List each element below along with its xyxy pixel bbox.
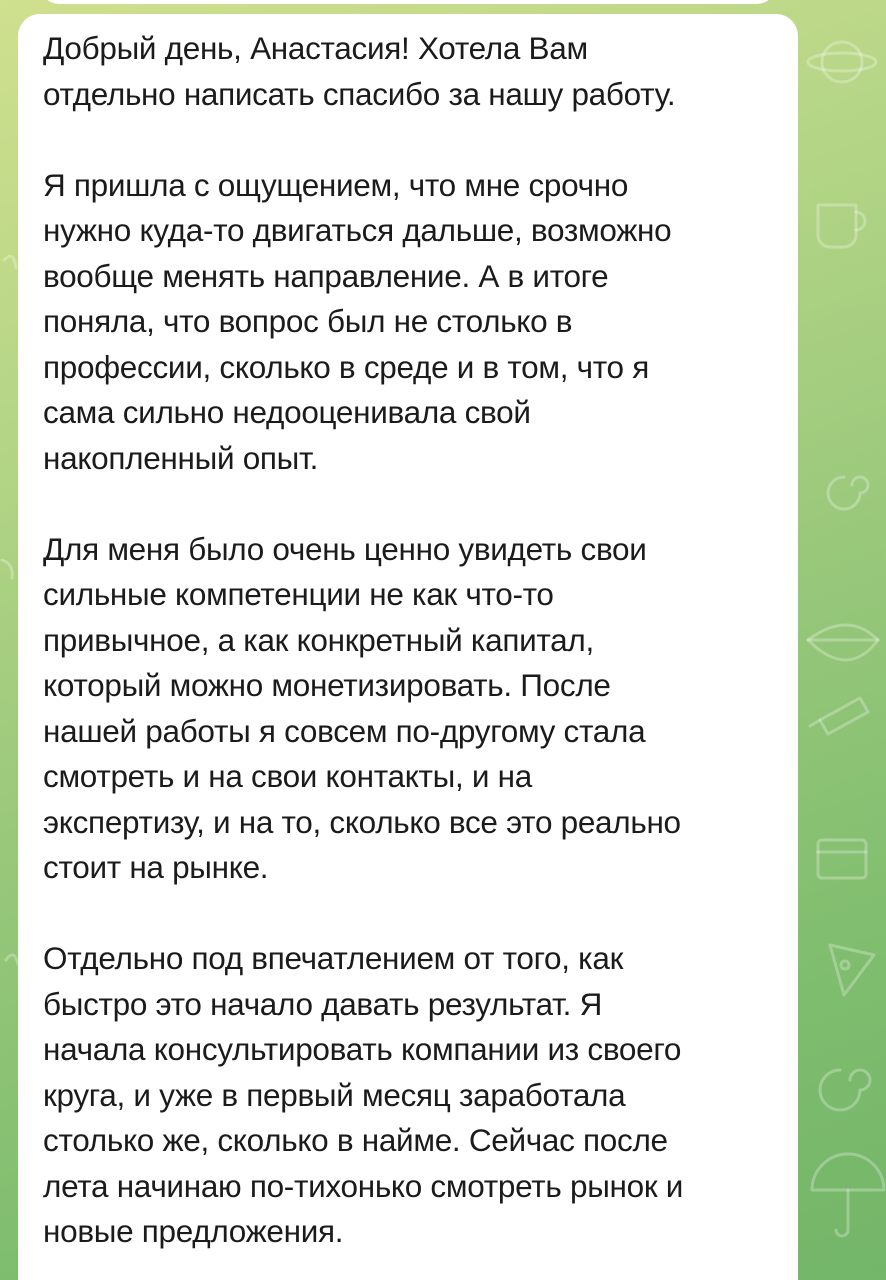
message-text bbox=[43, 26, 778, 1255]
doodle-leaf-icon bbox=[808, 625, 878, 660]
doodle-cup-icon bbox=[818, 205, 865, 247]
message-bubble[interactable] bbox=[18, 14, 798, 1280]
doodle-umbrella-icon bbox=[812, 1154, 884, 1236]
doodle-pizza-icon bbox=[830, 945, 874, 995]
previous-message-bubble bbox=[38, 0, 778, 4]
doodle-box-icon bbox=[818, 840, 866, 878]
doodle-rocket-icon bbox=[810, 698, 868, 734]
message-paragraph-4: Отдельно под впечатлением от того, как быстро это начало давать результат. Я начала консультировать компании из своего круга, и уже в первый месяц заработала столько же, сколько в найме. Сейчас после лета начинаю по-тихонько смотреть рынок и новые предложения. bbox=[43, 940, 684, 1249]
doodle-left-edge-icon bbox=[2, 256, 18, 964]
doodle-swirl-icon bbox=[820, 1070, 870, 1110]
message-paragraph-2: Я пришла с ощущением, что мне срочно нужно куда-то двигаться дальше, возможно вообще менять направление. А в итоге поняла, что вопрос был не столько в профессии, сколько в среде и в том, что я сама сильно недооценивала свой накопленный опыт. bbox=[43, 166, 672, 476]
doodle-planet-icon bbox=[808, 42, 876, 82]
doodle-spiral-icon bbox=[828, 477, 868, 509]
message-paragraph-1: Добрый день, Анастасия! Хотела Вам отдельно написать спасибо за нашу работу. bbox=[43, 30, 676, 112]
message-paragraph-3: Для меня было очень ценно увидеть свои сильные компетенции не как что-то привычное, а как конкретный капитал, который можно монетизировать. После нашей работы я совсем по-другому стала смотреть и на свои контакты, и на экспертизу, и на то, сколько все это реально стоит на рынке. bbox=[43, 530, 681, 885]
